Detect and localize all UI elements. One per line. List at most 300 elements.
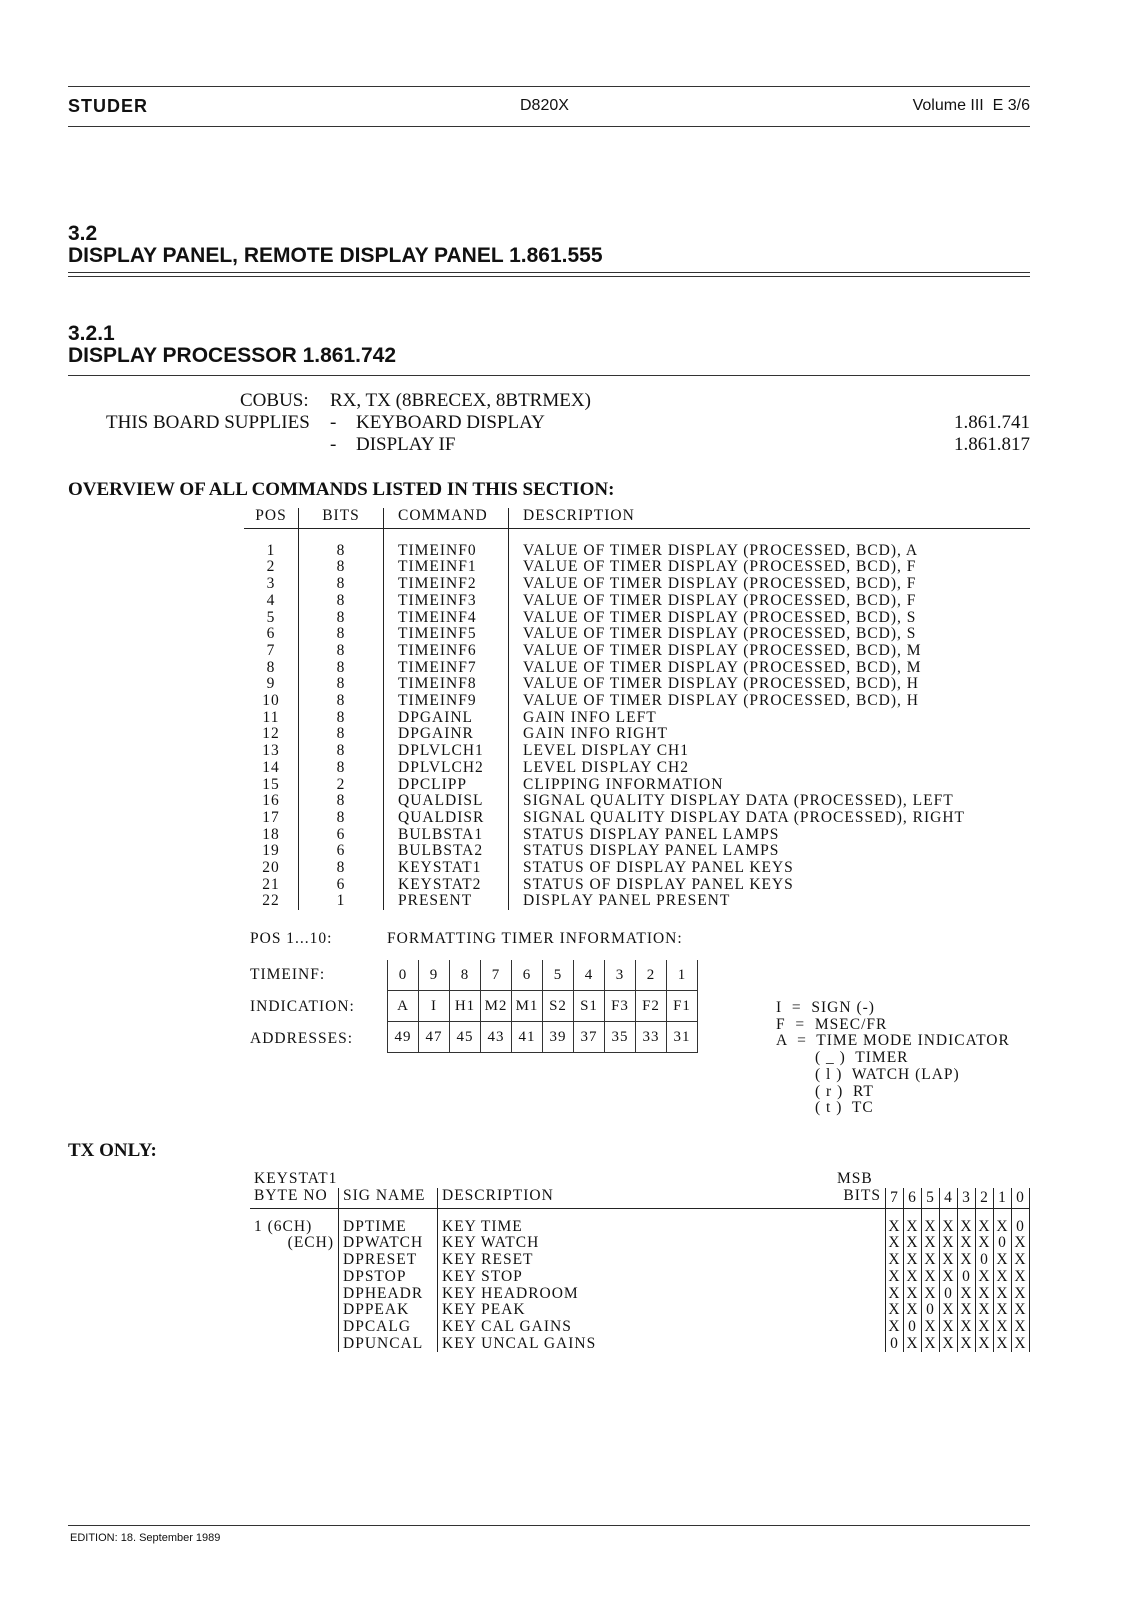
- bit-cell: X: [886, 1319, 904, 1336]
- cell-command: DPLVLCH1: [384, 743, 509, 760]
- bit-cell: X: [958, 1235, 976, 1252]
- table-row: [250, 1319, 1030, 1336]
- supplies-item-1: KEYBOARD DISPLAY: [356, 412, 545, 433]
- addresses-cell: 47: [419, 1022, 450, 1053]
- bit-cell: X: [1012, 1235, 1030, 1252]
- supplies-dash-2: -: [330, 434, 337, 455]
- cell-description: SIGNAL QUALITY DISPLAY DATA (PROCESSED), RIGHT: [523, 808, 966, 826]
- header-bits: BITS: [837, 1188, 886, 1208]
- cell-command: TIMEINF6: [384, 643, 509, 660]
- cell-byte: (ECH): [287, 1234, 334, 1252]
- bit-cell: X: [976, 1269, 994, 1286]
- timeinf-cell: 5: [543, 960, 574, 991]
- indication-cell: I: [419, 991, 450, 1022]
- table-row: [244, 877, 1030, 894]
- cell-bits: 2: [299, 777, 384, 794]
- bit-cell: 0: [1012, 1219, 1030, 1236]
- table-row: [250, 1269, 1030, 1286]
- cell-sig-name: DPCALG: [339, 1319, 438, 1336]
- model-name: D820X: [520, 97, 569, 114]
- cell-command: TIMEINF8: [384, 676, 509, 693]
- header-bottom-rule: [68, 126, 1030, 127]
- cell-bits: 8: [299, 643, 384, 660]
- keystat-table: [250, 1188, 1030, 1352]
- cell-desc: KEY HEADROOM: [438, 1286, 838, 1303]
- header-pos: POS: [244, 508, 299, 528]
- cell-description: SIGNAL QUALITY DISPLAY DATA (PROCESSED), LEFT: [523, 792, 954, 810]
- legend-line: I = SIGN (-): [776, 999, 875, 1016]
- formatting-pos-range: POS 1...10:: [250, 930, 333, 947]
- cell-desc: KEY STOP: [438, 1269, 838, 1286]
- cell-description: LEVEL DISPLAY CH1: [523, 742, 689, 760]
- cell-description: VALUE OF TIMER DISPLAY (PROCESSED, BCD), M: [523, 658, 922, 676]
- volume-page: Volume III E 3/6: [912, 97, 1030, 114]
- cell-spacer: [837, 1235, 886, 1252]
- cell-bits: 8: [299, 610, 384, 627]
- table-row: [244, 860, 1030, 877]
- addresses-row: [388, 1022, 698, 1053]
- cell-command: TIMEINF9: [384, 693, 509, 710]
- cell-byte: 1 (6CH): [254, 1217, 313, 1235]
- cell-pos: 5: [244, 610, 299, 627]
- legend-line: ( r ) RT: [776, 1082, 874, 1100]
- table-row: [244, 726, 1030, 743]
- cell-description: VALUE OF TIMER DISPLAY (PROCESSED, BCD), S: [523, 625, 917, 643]
- indication-cell: S1: [574, 991, 605, 1022]
- table-row: [244, 777, 1030, 794]
- cell-pos: 11: [244, 710, 299, 727]
- bit-cell: X: [904, 1286, 922, 1303]
- table-row: [250, 1235, 1030, 1252]
- cell-bits: 8: [299, 676, 384, 693]
- header-desc: DESCRIPTION: [438, 1188, 838, 1208]
- cell-command: KEYSTAT2: [384, 877, 509, 894]
- timeinf-label: TIMEINF:: [250, 966, 326, 983]
- cell-description: VALUE OF TIMER DISPLAY (PROCESSED, BCD), S: [523, 608, 917, 626]
- timeinf-cell: 4: [574, 960, 605, 991]
- timeinf-cell: 9: [419, 960, 450, 991]
- table-row: [244, 710, 1030, 727]
- bit-cell: X: [886, 1302, 904, 1319]
- cell-description: VALUE OF TIMER DISPLAY (PROCESSED, BCD), M: [523, 641, 922, 659]
- cell-desc: KEY UNCAL GAINS: [438, 1336, 838, 1353]
- bit-cell: X: [886, 1219, 904, 1236]
- cell-bits: 8: [299, 793, 384, 810]
- subsection-rule: [68, 375, 1030, 376]
- timeinf-cell: 2: [636, 960, 667, 991]
- cell-pos: 13: [244, 743, 299, 760]
- cell-command: TIMEINF1: [384, 559, 509, 576]
- cell-sig-name: DPPEAK: [339, 1302, 438, 1319]
- cell-spacer: [837, 1319, 886, 1336]
- cell-description: STATUS OF DISPLAY PANEL KEYS: [523, 859, 794, 877]
- cobus-value: RX, TX (8BRECEX, 8BTRMEX): [330, 390, 591, 411]
- table-row: [244, 810, 1030, 827]
- indication-cell: F1: [667, 991, 698, 1022]
- bit-cell: X: [940, 1336, 958, 1353]
- header-description: DESCRIPTION: [509, 508, 1031, 528]
- bit-cell: X: [994, 1252, 1012, 1269]
- indication-legend: [776, 1000, 1010, 1117]
- formatting-title: FORMATTING TIMER INFORMATION:: [387, 930, 683, 947]
- bit-cell: X: [904, 1219, 922, 1236]
- table-row: [250, 1219, 1030, 1236]
- cell-command: DPLVLCH2: [384, 760, 509, 777]
- footer-rule: [68, 1525, 1030, 1526]
- cell-pos: 22: [244, 893, 299, 910]
- cell-pos: 17: [244, 810, 299, 827]
- cell-spacer: [837, 1252, 886, 1269]
- keystat-title: KEYSTAT1: [254, 1170, 338, 1187]
- cell-command: TIMEINF7: [384, 660, 509, 677]
- table-row: [244, 543, 1030, 560]
- cell-command: QUALDISL: [384, 793, 509, 810]
- bit-cell: X: [994, 1336, 1012, 1353]
- supplies-label: THIS BOARD SUPPLIES: [106, 412, 310, 433]
- cell-pos: 10: [244, 693, 299, 710]
- cell-pos: 16: [244, 793, 299, 810]
- cell-description: VALUE OF TIMER DISPLAY (PROCESSED, BCD), H: [523, 675, 919, 693]
- timeinf-cell: 6: [512, 960, 543, 991]
- table-row: [250, 1336, 1030, 1353]
- bit-cell: X: [1012, 1302, 1030, 1319]
- indication-cell: H1: [450, 991, 481, 1022]
- cell-sig-name: DPHEADR: [339, 1286, 438, 1303]
- cell-command: KEYSTAT1: [384, 860, 509, 877]
- table-row: [244, 610, 1030, 627]
- addresses-cell: 41: [512, 1022, 543, 1053]
- cell-spacer: [837, 1302, 886, 1319]
- bit-header: 0: [1012, 1188, 1030, 1208]
- bit-header: 2: [976, 1188, 994, 1208]
- edition-date: EDITION: 18. September 1989: [70, 1532, 221, 1544]
- cell-sig-name: DPRESET: [339, 1252, 438, 1269]
- indication-cell: M2: [481, 991, 512, 1022]
- cell-pos: 2: [244, 559, 299, 576]
- cell-byte: [250, 1252, 339, 1269]
- bit-cell: X: [958, 1286, 976, 1303]
- cell-command: DPCLIPP: [384, 777, 509, 794]
- table-row: [244, 893, 1030, 910]
- cell-description: VALUE OF TIMER DISPLAY (PROCESSED, BCD), F: [523, 591, 917, 609]
- table-row: [244, 843, 1030, 860]
- bit-cell: X: [904, 1252, 922, 1269]
- bit-cell: X: [904, 1269, 922, 1286]
- bit-header: 7: [886, 1188, 904, 1208]
- cell-command: TIMEINF0: [384, 543, 509, 560]
- table-row: [244, 827, 1030, 844]
- cell-pos: 19: [244, 843, 299, 860]
- cell-sig-name: DPTIME: [339, 1219, 438, 1236]
- cell-command: TIMEINF5: [384, 626, 509, 643]
- bit-cell: X: [994, 1219, 1012, 1236]
- addresses-cell: 37: [574, 1022, 605, 1053]
- bit-cell: X: [976, 1336, 994, 1353]
- cell-pos: 6: [244, 626, 299, 643]
- cell-byte: [250, 1302, 339, 1319]
- addresses-cell: 39: [543, 1022, 574, 1053]
- addresses-cell: 35: [605, 1022, 636, 1053]
- timeinf-row: [388, 960, 698, 991]
- bit-cell: X: [1012, 1269, 1030, 1286]
- cell-byte: [250, 1336, 339, 1353]
- supplies-part-2: 1.861.817: [954, 434, 1030, 455]
- cell-pos: 9: [244, 676, 299, 693]
- addresses-cell: 49: [388, 1022, 419, 1053]
- header-byte-no: BYTE NO: [250, 1188, 339, 1208]
- bit-cell: X: [958, 1302, 976, 1319]
- cell-command: BULBSTA2: [384, 843, 509, 860]
- bit-cell: X: [994, 1269, 1012, 1286]
- table-row: [244, 793, 1030, 810]
- bit-cell: X: [976, 1302, 994, 1319]
- cell-description: LEVEL DISPLAY CH2: [523, 758, 689, 776]
- timeinf-cell: 1: [667, 960, 698, 991]
- legend-line: ( l ) WATCH (LAP): [776, 1065, 960, 1083]
- cell-pos: 15: [244, 777, 299, 794]
- bit-cell: X: [976, 1219, 994, 1236]
- keystat-header-row: [250, 1188, 1030, 1208]
- indication-cell: S2: [543, 991, 574, 1022]
- bit-cell: 0: [994, 1235, 1012, 1252]
- timeinf-cell: 0: [388, 960, 419, 991]
- cell-pos: 21: [244, 877, 299, 894]
- addresses-label: ADDRESSES:: [250, 1030, 354, 1047]
- cell-description: GAIN INFO RIGHT: [523, 725, 669, 743]
- section-rule-1: [68, 272, 1030, 273]
- bit-cell: X: [940, 1319, 958, 1336]
- bit-cell: X: [1012, 1252, 1030, 1269]
- indication-cell: F2: [636, 991, 667, 1022]
- cell-bits: 6: [299, 877, 384, 894]
- bit-cell: X: [976, 1235, 994, 1252]
- bit-cell: X: [940, 1235, 958, 1252]
- bit-cell: X: [976, 1286, 994, 1303]
- indication-row: [388, 991, 698, 1022]
- table-row: [250, 1286, 1030, 1303]
- cell-bits: 8: [299, 760, 384, 777]
- bit-cell: X: [958, 1219, 976, 1236]
- cell-pos: 14: [244, 760, 299, 777]
- tx-only-label: TX ONLY:: [68, 1140, 157, 1161]
- cell-pos: 20: [244, 860, 299, 877]
- cell-pos: 1: [244, 543, 299, 560]
- bit-cell: X: [922, 1219, 940, 1236]
- bit-cell: 0: [958, 1269, 976, 1286]
- bit-cell: X: [940, 1252, 958, 1269]
- cell-description: STATUS DISPLAY PANEL LAMPS: [523, 842, 780, 860]
- cell-description: VALUE OF TIMER DISPLAY (PROCESSED, BCD), F: [523, 558, 917, 576]
- cell-pos: 12: [244, 726, 299, 743]
- header-top-rule: [68, 86, 1030, 87]
- addresses-cell: 43: [481, 1022, 512, 1053]
- table-row: [244, 576, 1030, 593]
- supplies-dash-1: -: [330, 412, 337, 433]
- bit-cell: X: [904, 1336, 922, 1353]
- cell-pos: 4: [244, 593, 299, 610]
- addresses-cell: 45: [450, 1022, 481, 1053]
- cell-description: DISPLAY PANEL PRESENT: [523, 892, 731, 910]
- cell-spacer: [837, 1336, 886, 1353]
- cell-command: BULBSTA1: [384, 827, 509, 844]
- bit-cell: X: [886, 1269, 904, 1286]
- bit-cell: X: [1012, 1319, 1030, 1336]
- cell-bits: 6: [299, 843, 384, 860]
- header-sig-name: SIG NAME: [339, 1188, 438, 1208]
- legend-line: F = MSEC/FR: [776, 1015, 888, 1033]
- cell-byte: [250, 1269, 339, 1286]
- msb-label: MSB: [837, 1170, 873, 1187]
- cell-desc: KEY PEAK: [438, 1302, 838, 1319]
- table-row: [244, 559, 1030, 576]
- section-title: DISPLAY PANEL, REMOTE DISPLAY PANEL 1.861.555: [68, 244, 603, 267]
- bit-cell: X: [940, 1219, 958, 1236]
- bit-cell: X: [940, 1302, 958, 1319]
- overview-title: OVERVIEW OF ALL COMMANDS LISTED IN THIS SECTION:: [68, 479, 615, 500]
- cell-command: TIMEINF2: [384, 576, 509, 593]
- bit-cell: X: [940, 1269, 958, 1286]
- bit-cell: 0: [976, 1252, 994, 1269]
- legend-line: ( t ) TC: [776, 1099, 874, 1117]
- cell-description: CLIPPING INFORMATION: [523, 775, 724, 793]
- cell-bits: 8: [299, 576, 384, 593]
- bit-cell: 0: [940, 1286, 958, 1303]
- indication-label: INDICATION:: [250, 998, 355, 1015]
- cell-bits: 8: [299, 710, 384, 727]
- cell-command: TIMEINF4: [384, 610, 509, 627]
- header-bits: BITS: [299, 508, 384, 528]
- header-command: COMMAND: [384, 508, 509, 528]
- cell-spacer: [837, 1269, 886, 1286]
- table-row: [244, 660, 1030, 677]
- bit-cell: 0: [904, 1319, 922, 1336]
- cell-sig-name: DPUNCAL: [339, 1336, 438, 1353]
- overview-body: [244, 528, 1030, 910]
- overview-header-row: [244, 508, 1030, 528]
- bit-header: 5: [922, 1188, 940, 1208]
- supplies-item-2: DISPLAY IF: [356, 434, 456, 455]
- cell-description: GAIN INFO LEFT: [523, 708, 657, 726]
- cell-description: STATUS DISPLAY PANEL LAMPS: [523, 825, 780, 843]
- bit-cell: X: [886, 1252, 904, 1269]
- bit-cell: X: [994, 1319, 1012, 1336]
- section-rule-2: [68, 276, 1030, 277]
- indication-cell: A: [388, 991, 419, 1022]
- cobus-label: COBUS:: [240, 390, 309, 411]
- cell-bits: 8: [299, 810, 384, 827]
- table-row: [244, 626, 1030, 643]
- bit-cell: X: [922, 1252, 940, 1269]
- indication-cell: F3: [605, 991, 636, 1022]
- cell-pos: 18: [244, 827, 299, 844]
- legend-line: ( _ ) TIMER: [776, 1049, 909, 1067]
- cell-bits: 8: [299, 726, 384, 743]
- bit-cell: X: [886, 1235, 904, 1252]
- timer-format-table: [387, 960, 698, 1053]
- bit-cell: X: [922, 1319, 940, 1336]
- cell-bits: 8: [299, 693, 384, 710]
- table-row: [244, 743, 1030, 760]
- bit-cell: X: [976, 1319, 994, 1336]
- cell-description: VALUE OF TIMER DISPLAY (PROCESSED, BCD), A: [523, 541, 919, 559]
- bit-cell: X: [1012, 1286, 1030, 1303]
- timeinf-cell: 3: [605, 960, 636, 991]
- cell-pos: 3: [244, 576, 299, 593]
- bit-header: 4: [940, 1188, 958, 1208]
- bit-cell: X: [904, 1235, 922, 1252]
- bit-cell: X: [958, 1319, 976, 1336]
- bit-cell: X: [994, 1286, 1012, 1303]
- timeinf-cell: 7: [481, 960, 512, 991]
- overview-table: [244, 508, 1030, 910]
- cell-spacer: [837, 1286, 886, 1303]
- bit-header: 1: [994, 1188, 1012, 1208]
- cell-description: STATUS OF DISPLAY PANEL KEYS: [523, 875, 794, 893]
- legend-line: A = TIME MODE INDICATOR: [776, 1032, 1010, 1050]
- cell-sig-name: DPSTOP: [339, 1269, 438, 1286]
- cell-command: PRESENT: [384, 893, 509, 910]
- cell-pos: 8: [244, 660, 299, 677]
- subsection-number: 3.2.1: [68, 322, 115, 345]
- cell-pos: 7: [244, 643, 299, 660]
- bit-cell: X: [922, 1286, 940, 1303]
- cell-bits: 6: [299, 827, 384, 844]
- bit-cell: 0: [922, 1302, 940, 1319]
- supplies-part-1: 1.861.741: [954, 412, 1030, 433]
- cell-desc: KEY CAL GAINS: [438, 1319, 838, 1336]
- table-row: [244, 676, 1030, 693]
- bit-cell: 0: [886, 1336, 904, 1353]
- cell-bits: 8: [299, 743, 384, 760]
- table-row: [244, 760, 1030, 777]
- cell-byte: [250, 1286, 339, 1303]
- table-row: [244, 593, 1030, 610]
- cell-description: VALUE OF TIMER DISPLAY (PROCESSED, BCD), F: [523, 575, 917, 593]
- bit-cell: X: [994, 1302, 1012, 1319]
- bit-cell: X: [886, 1286, 904, 1303]
- cell-spacer: [837, 1219, 886, 1236]
- cell-command: DPGAINR: [384, 726, 509, 743]
- bit-cell: X: [958, 1252, 976, 1269]
- cell-bits: 1: [299, 893, 384, 910]
- cell-sig-name: DPWATCH: [339, 1235, 438, 1252]
- cell-bits: 8: [299, 860, 384, 877]
- addresses-cell: 33: [636, 1022, 667, 1053]
- subsection-title: DISPLAY PROCESSOR 1.861.742: [68, 344, 396, 367]
- cell-desc: KEY TIME: [438, 1219, 838, 1236]
- cell-bits: 8: [299, 660, 384, 677]
- bit-cell: X: [922, 1235, 940, 1252]
- indication-cell: M1: [512, 991, 543, 1022]
- table-row: [244, 643, 1030, 660]
- table-row: [244, 693, 1030, 710]
- bit-cell: X: [904, 1302, 922, 1319]
- studer-logo: STUDER: [68, 96, 149, 116]
- addresses-cell: 31: [667, 1022, 698, 1053]
- section-number: 3.2: [68, 222, 98, 245]
- bit-cell: X: [958, 1336, 976, 1353]
- table-row: [250, 1302, 1030, 1319]
- bit-cell: X: [922, 1269, 940, 1286]
- bit-cell: X: [1012, 1336, 1030, 1353]
- bit-header: 3: [958, 1188, 976, 1208]
- bit-header: 6: [904, 1188, 922, 1208]
- cell-bits: 8: [299, 543, 384, 560]
- timeinf-cell: 8: [450, 960, 481, 991]
- cell-desc: KEY RESET: [438, 1252, 838, 1269]
- bit-cell: X: [922, 1336, 940, 1353]
- cell-desc: KEY WATCH: [438, 1235, 838, 1252]
